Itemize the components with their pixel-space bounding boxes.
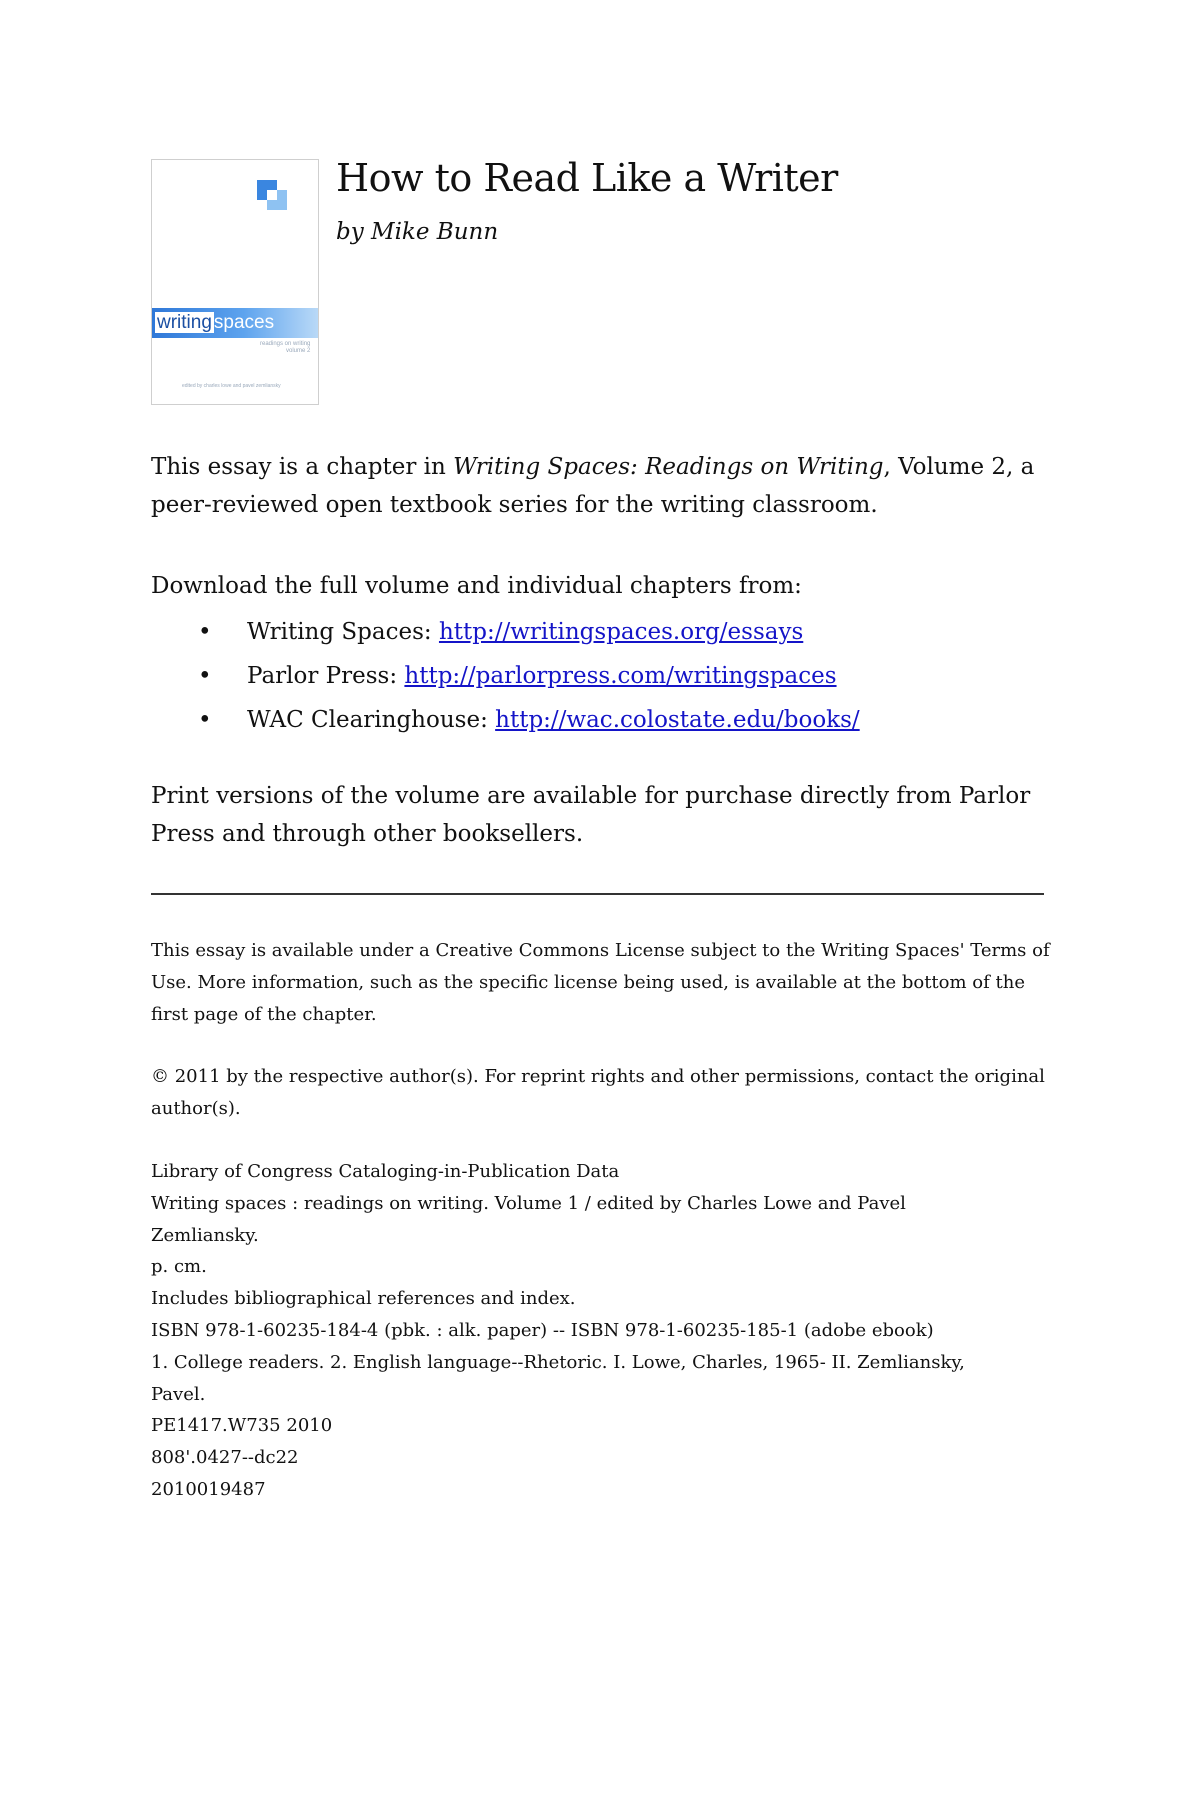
cataloging-line: Writing spaces : readings on writing. Volume 1 / edited by Charles Lowe and Pavel — [151, 1192, 906, 1214]
cataloging-line: PE1417.W735 2010 — [151, 1415, 333, 1437]
writing-spaces-link[interactable]: http://writingspaces.org/essays — [438, 619, 804, 645]
copyright-notice: © 2011 by the respective author(s). For reprint rights and other permissions, contact the original author(s). — [151, 1066, 1045, 1119]
intro-paragraph: This essay is a chapter in Writing Spaces: Readings on Writing, Volume 2, a peer-reviewed open textbook series for the writing classroom. — [151, 454, 1035, 518]
cover-series-title: writing spaces — [157, 312, 275, 333]
list-item: • Parlor Press: http://parlorpress.com/writingspaces — [198, 663, 837, 689]
cataloging-line: Includes bibliographical references and index. — [151, 1288, 576, 1310]
cover-subtitle: readings on writing volume 2 — [260, 341, 311, 354]
list-item: • Writing Spaces: http://writingspaces.org/essays — [198, 619, 804, 645]
cataloging-line: p. cm. — [151, 1256, 207, 1278]
link-label: WAC Clearinghouse: — [247, 707, 496, 733]
cover-logo-icon — [257, 180, 287, 210]
cover-editors: edited by charles lowe and pavel zemliansky — [182, 383, 281, 389]
author-byline: by Mike Bunn — [336, 219, 499, 245]
print-note: Print versions of the volume are available for purchase directly from Parlor Press and through other booksellers. — [151, 783, 1031, 847]
cataloging-line: ISBN 978-1-60235-184-4 (pbk. : alk. paper) -- ISBN 978-1-60235-185-1 (adobe ebook) — [151, 1319, 934, 1341]
parlor-press-link[interactable]: http://parlorpress.com/writingspaces — [404, 663, 837, 689]
cataloging-line: Pavel. — [151, 1383, 206, 1405]
cover-title-band — [152, 308, 318, 338]
cataloging-line: 808'.0427--dc22 — [151, 1447, 299, 1469]
list-item: • WAC Clearinghouse: http://wac.colostate.edu/books/ — [198, 707, 860, 733]
cataloging-line: Zemliansky. — [151, 1224, 259, 1246]
cataloging-data — [151, 1156, 1051, 1506]
cataloging-line: 1. College readers. 2. English language--Rhetoric. I. Lowe, Charles, 1965- II. Zemliansky, — [151, 1351, 965, 1373]
book-cover-image — [151, 159, 319, 405]
wac-clearinghouse-link[interactable]: http://wac.colostate.edu/books/ — [495, 707, 860, 733]
download-lead: Download the full volume and individual chapters from: — [151, 573, 802, 599]
page-title: How to Read Like a Writer — [336, 156, 838, 200]
link-label: Parlor Press: — [247, 663, 405, 689]
book-title: Writing Spaces: Readings on Writing — [453, 454, 884, 480]
link-label: Writing Spaces: — [247, 619, 439, 645]
download-links-list — [198, 610, 860, 742]
cataloging-line: Library of Congress Cataloging-in-Publication Data — [151, 1161, 620, 1182]
cataloging-line: 2010019487 — [151, 1478, 266, 1500]
license-notice: This essay is available under a Creative Commons License subject to the Writing Spaces' Terms of Use. More information, such as the specific license being used, is available at the bottom of the first page of the chapter. — [151, 940, 1050, 1025]
section-divider — [151, 893, 1044, 895]
